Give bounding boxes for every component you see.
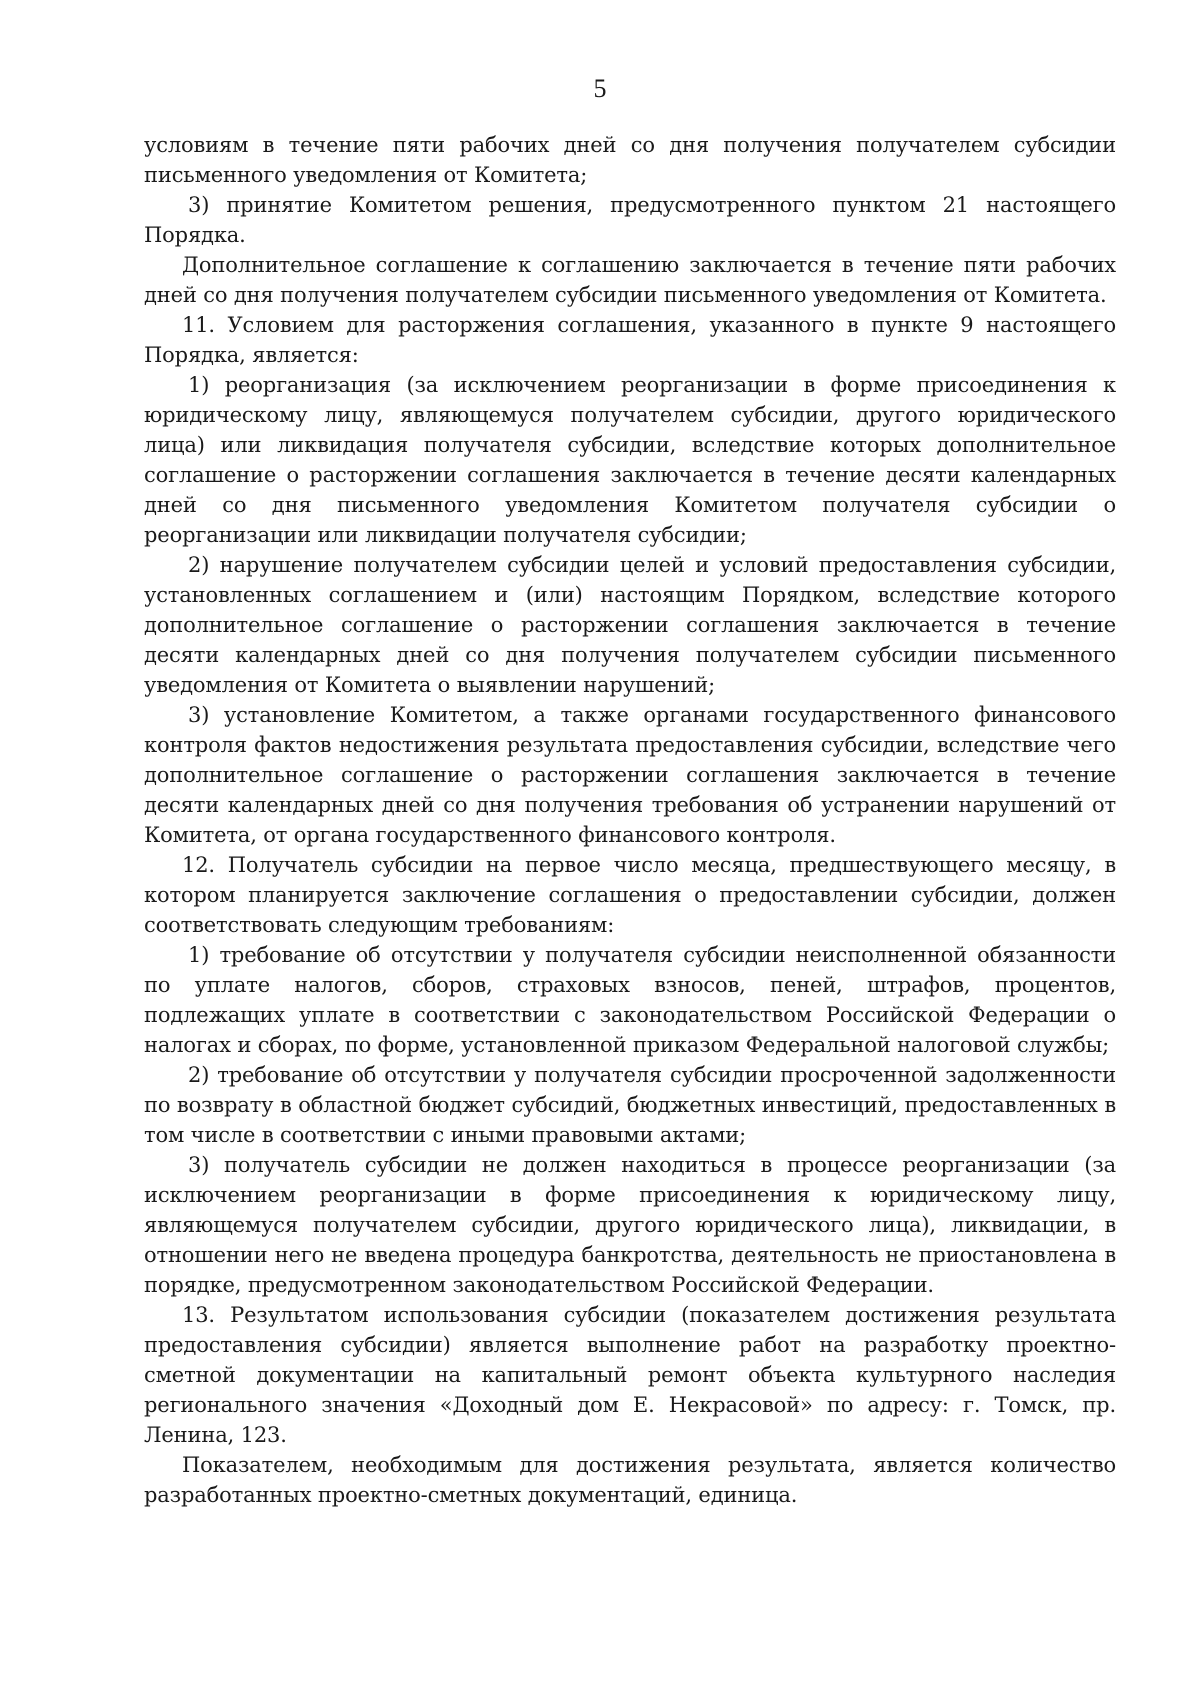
list-item: 3) принятие Комитетом решения, предусмотренного пунктом 21 настоящего Порядка. <box>144 193 1116 247</box>
page-number: 5 <box>593 74 607 103</box>
paragraph: условиям в течение пяти рабочих дней со дня получения получателем субсидии письменного уведомления от Комитета; <box>144 133 1116 187</box>
clause-heading: 13. Результатом использования субсидии (показателем достижения результата предоставления субсидии) является выполнение работ на разработку проектно-сметной документации на капитальный ремонт объекта культурного наследия регионального значения «Доходный дом Е. Некрасовой» по адресу: г. Томск, пр. Ленина, 123. <box>144 1303 1116 1447</box>
list-item: 1) реорганизация (за исключением реорганизации в форме присоединения к юридическому лицу, являющемуся получателем субсидии, другого юридического лица) или ликвидация получателя субсидии, вследствие которых дополнительное соглашение о расторжении соглашения заключается в течение десяти календарных дней со дня письменного уведомления Комитетом получателя субсидии о реорганизации или ликвидации получателя субсидии; <box>144 373 1116 547</box>
list-item: 2) требование об отсутствии у получателя субсидии просроченной задолженности по возврату в областной бюджет субсидий, бюджетных инвестиций, предоставленных в том числе в соответствии с иными правовыми актами; <box>144 1063 1116 1147</box>
paragraph: Дополнительное соглашение к соглашению заключается в течение пяти рабочих дней со дня получения получателем субсидии письменного уведомления от Комитета. <box>144 253 1116 307</box>
document-body <box>144 130 1116 1510</box>
list-item: 2) нарушение получателем субсидии целей и условий предоставления субсидии, установленных соглашением и (или) настоящим Порядком, вследствие которого дополнительное соглашение о расторжении соглашения заключается в течение десяти календарных дней со дня получения получателем субсидии письменного уведомления от Комитета о выявлении нарушений; <box>144 553 1116 697</box>
paragraph: Показателем, необходимым для достижения результата, является количество разработанных проектно-сметных документаций, единица. <box>144 1453 1116 1507</box>
list-item: 3) получатель субсидии не должен находиться в процессе реорганизации (за исключением реорганизации в форме присоединения к юридическому лицу, являющемуся получателем субсидии, другого юридического лица), ликвидации, в отношении него не введена процедура банкротства, деятельность не приостановлена в порядке, предусмотренном законодательством Российской Федерации. <box>144 1153 1116 1297</box>
clause-heading: 12. Получатель субсидии на первое число месяца, предшествующего месяцу, в котором планируется заключение соглашения о предоставлении субсидии, должен соответствовать следующим требованиям: <box>144 853 1116 937</box>
list-item: 3) установление Комитетом, а также органами государственного финансового контроля фактов недостижения результата предоставления субсидии, вследствие чего дополнительное соглашение о расторжении соглашения заключается в течение десяти календарных дней со дня получения требования об устранении нарушений от Комитета, от органа государственного финансового контроля. <box>144 703 1116 847</box>
clause-heading: 11. Условием для расторжения соглашения, указанного в пункте 9 настоящего Порядка, является: <box>144 313 1116 367</box>
list-item: 1) требование об отсутствии у получателя субсидии неисполненной обязанности по уплате налогов, сборов, страховых взносов, пеней, штрафов, процентов, подлежащих уплате в соответствии с законодательством Российской Федерации о налогах и сборах, по форме, установленной приказом Федеральной налоговой службы; <box>144 943 1116 1057</box>
